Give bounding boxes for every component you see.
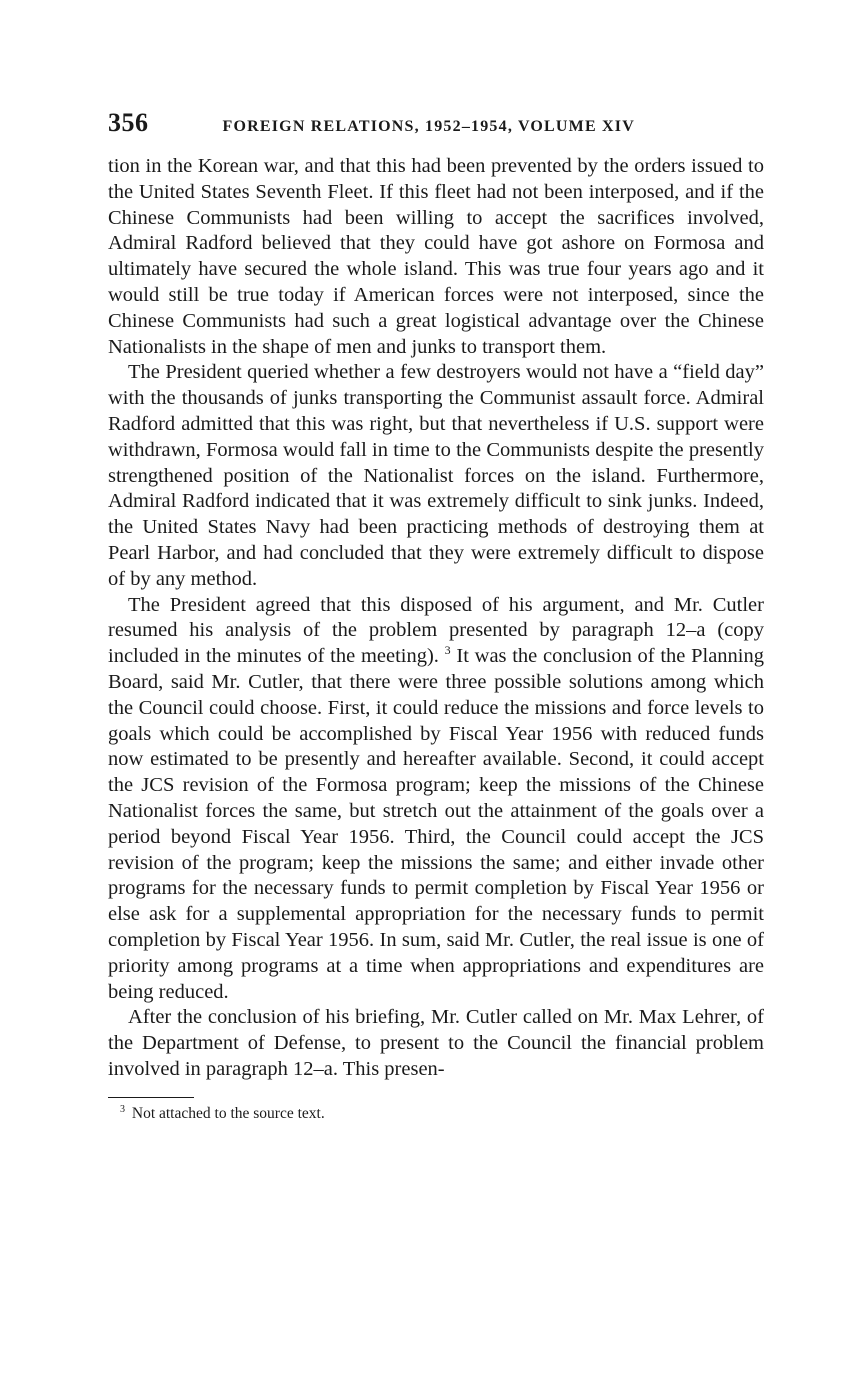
paragraph-2: The President queried whether a few destroyers would not have a “field day” with the thousands of junks transporting the Communist assault force. Admiral Radford admitted that this was right, but that nevertheless if U.S. support were withdrawn, Formosa would fall in time to the Communists despite the presently strengthened position of the Nationalist forces on the island. Furthermore, Admiral Radford indicated that it was extremely difficult to sink junks. Indeed, the United States Navy had been practicing methods of destroying them at Pearl Harbor, and had concluded that they were extremely difficult to dispose of by any method. bbox=[108, 361, 764, 590]
footnote-text: Not attached to the source text. bbox=[131, 1104, 325, 1122]
footnote bbox=[108, 1104, 764, 1124]
page-number: 356 bbox=[108, 108, 149, 137]
footnote-mark: 3 bbox=[120, 1103, 125, 1115]
paragraph-3-text-b: It was the conclusion of the Planning Board, said Mr. Cutler, that there were three possible solutions among which the Council could choose. First, it could reduce the missions and force levels to goals which could be accomplished by Fiscal Year 1956 with reduced funds now estimated to be presently and hereafter available. Second, it could accept the JCS revision of the Formosa program; keep the missions of the Chinese Nationalist forces the same, but stretch out the attainment of the goals over a period beyond Fiscal Year 1956. Third, the Council could accept the JCS revision of the program; keep the missions the same; and either invade other programs for the necessary funds to permit completion by Fiscal Year 1956 or else ask for a supplemental appropriation for the necessary funds to permit completion by Fiscal Year 1956. In sum, said Mr. Cutler, the real issue is one of priority among programs at a time when appropriations and expenditures are being reduced. bbox=[108, 645, 765, 1003]
footnote-divider bbox=[108, 1097, 194, 1098]
document-page bbox=[108, 108, 764, 1124]
running-head bbox=[108, 108, 764, 148]
paragraph-3-text-a: The President agreed that this disposed of his argument, and Mr. Cutler resumed his analysis of the problem presented by paragraph 12–a (copy included in the minutes of the meeting). bbox=[108, 593, 764, 668]
paragraph-1: tion in the Korean war, and that this had been prevented by the orders issued to the United States Seventh Fleet. If this fleet had not been interposed, and if the Chinese Communists had been willing to accept the sacrifices involved, Admiral Radford believed that they could have got ashore on Formosa and ultimately have secured the whole island. This was true four years ago and it would still be true today if American forces were not interposed, since the Chinese Communists had such a great logistical advantage over the Chinese Nationalists in the shape of men and junks to transport them. bbox=[108, 155, 764, 358]
body-text bbox=[108, 154, 764, 1083]
paragraph-4: After the conclusion of his briefing, Mr. Cutler called on Mr. Max Lehrer, of the Department of Defense, to present to the Council the financial problem involved in paragraph 12–a. This presen- bbox=[108, 1006, 764, 1080]
running-title: FOREIGN RELATIONS, 1952–1954, VOLUME XIV bbox=[222, 118, 635, 135]
footnote-reference[interactable]: 3 bbox=[444, 643, 451, 658]
paragraph-3 bbox=[108, 593, 764, 1006]
